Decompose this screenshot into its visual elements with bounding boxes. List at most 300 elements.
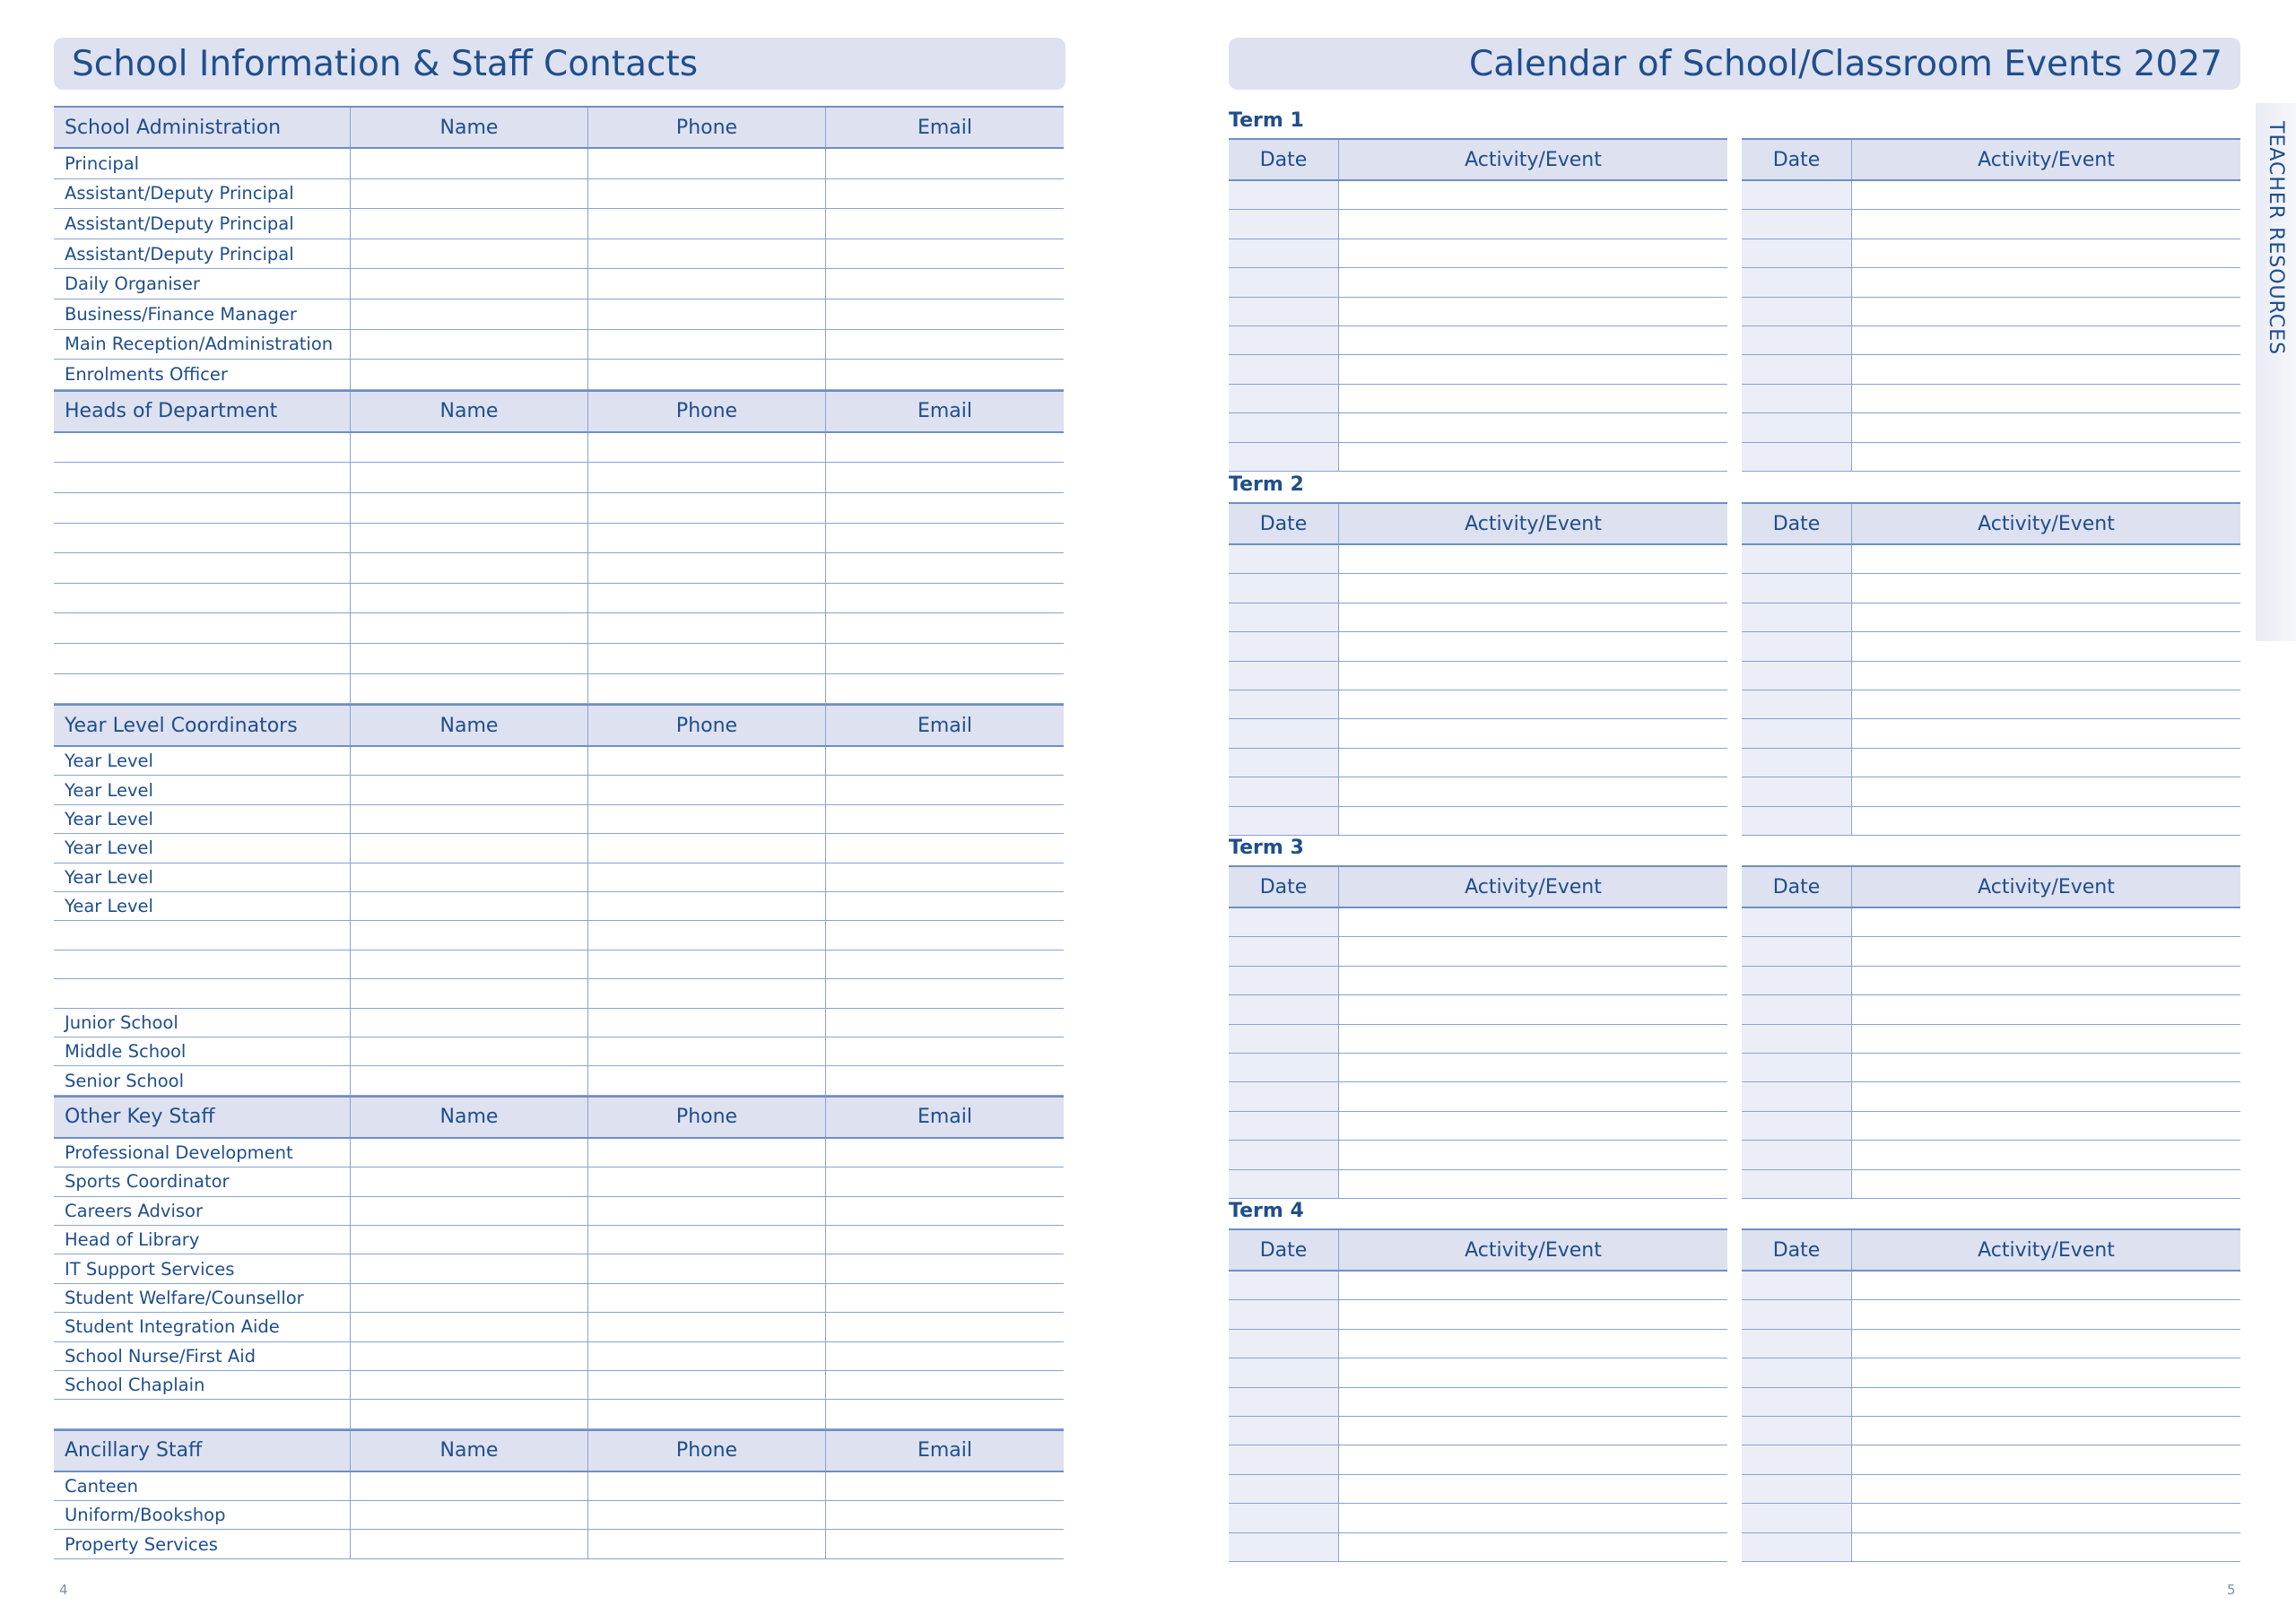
date-cell[interactable] bbox=[1742, 719, 1851, 747]
name-cell[interactable] bbox=[350, 1066, 587, 1094]
name-cell[interactable] bbox=[350, 360, 587, 389]
phone-cell[interactable] bbox=[587, 805, 825, 833]
date-cell[interactable] bbox=[1229, 662, 1338, 690]
activity-cell[interactable] bbox=[1851, 1533, 2240, 1561]
email-cell[interactable] bbox=[825, 1400, 1064, 1428]
date-cell[interactable] bbox=[1742, 1300, 1851, 1328]
phone-cell[interactable] bbox=[587, 1139, 825, 1167]
phone-cell[interactable] bbox=[587, 1400, 825, 1428]
date-cell[interactable] bbox=[1742, 385, 1851, 412]
email-cell[interactable] bbox=[825, 1226, 1064, 1254]
activity-cell[interactable] bbox=[1851, 355, 2240, 383]
date-cell[interactable] bbox=[1742, 967, 1851, 994]
activity-cell[interactable] bbox=[1338, 967, 1727, 994]
email-cell[interactable] bbox=[825, 864, 1064, 891]
activity-cell[interactable] bbox=[1338, 1112, 1727, 1140]
date-cell[interactable] bbox=[1742, 326, 1851, 354]
activity-cell[interactable] bbox=[1851, 662, 2240, 690]
name-cell[interactable] bbox=[350, 1284, 587, 1312]
name-cell[interactable] bbox=[350, 747, 587, 775]
name-cell[interactable] bbox=[350, 239, 587, 269]
phone-cell[interactable] bbox=[587, 1066, 825, 1094]
activity-cell[interactable] bbox=[1338, 908, 1727, 936]
date-cell[interactable] bbox=[1229, 298, 1338, 325]
date-cell[interactable] bbox=[1742, 1533, 1851, 1561]
name-cell[interactable] bbox=[350, 269, 587, 299]
date-cell[interactable] bbox=[1742, 298, 1851, 325]
activity-cell[interactable] bbox=[1851, 1475, 2240, 1503]
activity-cell[interactable] bbox=[1338, 690, 1727, 718]
phone-cell[interactable] bbox=[587, 209, 825, 239]
activity-cell[interactable] bbox=[1338, 1358, 1727, 1386]
name-cell[interactable] bbox=[350, 1226, 587, 1254]
email-cell[interactable] bbox=[825, 524, 1064, 553]
table-row bbox=[54, 149, 1064, 179]
date-cell[interactable] bbox=[1742, 937, 1851, 965]
date-cell[interactable] bbox=[1742, 210, 1851, 238]
phone-cell[interactable] bbox=[587, 299, 825, 329]
date-cell[interactable] bbox=[1742, 662, 1851, 690]
side-tab[interactable] bbox=[2256, 103, 2296, 641]
name-cell[interactable] bbox=[350, 463, 587, 492]
date-cell[interactable] bbox=[1742, 690, 1851, 718]
date-cell[interactable] bbox=[1742, 1358, 1851, 1386]
email-cell[interactable] bbox=[825, 1530, 1064, 1558]
date-cell[interactable] bbox=[1229, 1533, 1338, 1561]
phone-cell[interactable] bbox=[587, 330, 825, 360]
date-cell[interactable] bbox=[1742, 995, 1851, 1023]
date-cell[interactable] bbox=[1229, 1504, 1338, 1532]
email-cell[interactable] bbox=[825, 1254, 1064, 1282]
activity-column-header: Activity/Event bbox=[1338, 504, 1727, 543]
date-cell[interactable] bbox=[1229, 1141, 1338, 1168]
name-cell[interactable] bbox=[350, 1313, 587, 1341]
activity-cell[interactable] bbox=[1851, 908, 2240, 936]
name-cell[interactable] bbox=[350, 1009, 587, 1037]
email-cell[interactable] bbox=[825, 1167, 1064, 1195]
name-cell[interactable] bbox=[350, 433, 587, 463]
activity-cell[interactable] bbox=[1851, 690, 2240, 718]
activity-cell[interactable] bbox=[1338, 210, 1727, 238]
email-cell[interactable] bbox=[825, 1313, 1064, 1341]
date-cell[interactable] bbox=[1229, 749, 1338, 777]
table-row bbox=[54, 239, 1064, 270]
email-cell[interactable] bbox=[825, 493, 1064, 523]
date-cell[interactable] bbox=[1229, 967, 1338, 994]
phone-cell[interactable] bbox=[587, 674, 825, 704]
date-cell[interactable] bbox=[1229, 326, 1338, 354]
name-cell[interactable] bbox=[350, 979, 587, 1007]
date-cell[interactable] bbox=[1229, 545, 1338, 573]
activity-cell[interactable] bbox=[1851, 1054, 2240, 1081]
name-cell[interactable] bbox=[350, 1371, 587, 1399]
date-cell[interactable] bbox=[1229, 181, 1338, 209]
activity-cell[interactable] bbox=[1851, 385, 2240, 412]
phone-cell[interactable] bbox=[587, 584, 825, 613]
activity-cell[interactable] bbox=[1338, 719, 1727, 747]
activity-cell[interactable] bbox=[1851, 1504, 2240, 1532]
name-cell[interactable] bbox=[350, 584, 587, 613]
date-cell[interactable] bbox=[1742, 632, 1851, 660]
phone-cell[interactable] bbox=[587, 1313, 825, 1341]
date-cell[interactable] bbox=[1742, 1025, 1851, 1053]
activity-cell[interactable] bbox=[1851, 995, 2240, 1023]
date-cell[interactable] bbox=[1229, 1358, 1338, 1386]
phone-cell[interactable] bbox=[587, 1197, 825, 1225]
name-cell[interactable] bbox=[350, 1167, 587, 1195]
email-cell[interactable] bbox=[825, 1009, 1064, 1037]
activity-cell[interactable] bbox=[1338, 239, 1727, 267]
activity-cell[interactable] bbox=[1338, 662, 1727, 690]
name-cell[interactable] bbox=[350, 1254, 587, 1282]
activity-cell[interactable] bbox=[1851, 749, 2240, 777]
activity-cell[interactable] bbox=[1338, 385, 1727, 412]
phone-cell[interactable] bbox=[587, 1226, 825, 1254]
activity-cell[interactable] bbox=[1338, 298, 1727, 325]
activity-cell[interactable] bbox=[1338, 355, 1727, 383]
date-cell[interactable] bbox=[1229, 1388, 1338, 1416]
date-cell[interactable] bbox=[1229, 1054, 1338, 1081]
name-cell[interactable] bbox=[350, 613, 587, 643]
email-cell[interactable] bbox=[825, 584, 1064, 613]
phone-cell[interactable] bbox=[587, 269, 825, 299]
email-cell[interactable] bbox=[825, 921, 1064, 949]
email-cell[interactable] bbox=[825, 463, 1064, 492]
activity-cell[interactable] bbox=[1338, 777, 1727, 805]
name-cell[interactable] bbox=[350, 1472, 587, 1500]
activity-cell[interactable] bbox=[1338, 603, 1727, 631]
date-cell[interactable] bbox=[1742, 355, 1851, 383]
date-cell[interactable] bbox=[1742, 1388, 1851, 1416]
date-cell[interactable] bbox=[1742, 603, 1851, 631]
activity-cell[interactable] bbox=[1338, 632, 1727, 660]
date-cell[interactable] bbox=[1229, 239, 1338, 267]
phone-cell[interactable] bbox=[587, 1371, 825, 1399]
activity-cell[interactable] bbox=[1851, 777, 2240, 805]
email-cell[interactable] bbox=[825, 979, 1064, 1007]
calendar-table-left bbox=[1229, 502, 1727, 836]
activity-cell[interactable] bbox=[1338, 1271, 1727, 1299]
name-cell[interactable] bbox=[350, 834, 587, 862]
date-cell[interactable] bbox=[1229, 1475, 1338, 1503]
phone-cell[interactable] bbox=[587, 1009, 825, 1037]
phone-cell[interactable] bbox=[587, 1472, 825, 1500]
date-cell[interactable] bbox=[1742, 777, 1851, 805]
activity-cell[interactable] bbox=[1338, 1141, 1727, 1168]
name-cell[interactable] bbox=[350, 805, 587, 833]
name-cell[interactable] bbox=[350, 1197, 587, 1225]
date-cell[interactable] bbox=[1742, 1141, 1851, 1168]
date-cell[interactable] bbox=[1742, 1112, 1851, 1140]
email-cell[interactable] bbox=[825, 239, 1064, 269]
email-cell[interactable] bbox=[825, 613, 1064, 643]
date-cell[interactable] bbox=[1742, 443, 1851, 471]
date-cell[interactable] bbox=[1742, 574, 1851, 602]
phone-cell[interactable] bbox=[587, 776, 825, 803]
activity-cell[interactable] bbox=[1851, 210, 2240, 238]
activity-cell[interactable] bbox=[1338, 1388, 1727, 1416]
row-label: Business/Finance Manager bbox=[65, 303, 297, 325]
email-cell[interactable] bbox=[825, 674, 1064, 704]
date-cell[interactable] bbox=[1229, 908, 1338, 936]
date-cell[interactable] bbox=[1229, 632, 1338, 660]
activity-cell[interactable] bbox=[1338, 807, 1727, 835]
activity-cell[interactable] bbox=[1851, 603, 2240, 631]
date-cell[interactable] bbox=[1229, 777, 1338, 805]
term-label: Term 2 bbox=[1229, 473, 1304, 496]
email-cell[interactable] bbox=[825, 776, 1064, 803]
activity-cell[interactable] bbox=[1338, 1533, 1727, 1561]
date-cell[interactable] bbox=[1742, 749, 1851, 777]
email-cell[interactable] bbox=[825, 1284, 1064, 1312]
activity-cell[interactable] bbox=[1338, 1170, 1727, 1198]
phone-cell[interactable] bbox=[587, 239, 825, 269]
name-cell[interactable] bbox=[350, 864, 587, 891]
email-cell[interactable] bbox=[825, 1472, 1064, 1500]
date-cell[interactable] bbox=[1229, 1417, 1338, 1445]
calendar-row bbox=[1229, 1141, 1727, 1169]
date-cell[interactable] bbox=[1229, 937, 1338, 965]
email-cell[interactable] bbox=[825, 1037, 1064, 1065]
activity-cell[interactable] bbox=[1851, 719, 2240, 747]
email-cell[interactable] bbox=[825, 209, 1064, 239]
activity-cell[interactable] bbox=[1338, 181, 1727, 209]
table-row bbox=[54, 330, 1064, 360]
date-cell[interactable] bbox=[1229, 1170, 1338, 1198]
date-cell[interactable] bbox=[1742, 1082, 1851, 1110]
date-cell[interactable] bbox=[1229, 1112, 1338, 1140]
activity-cell[interactable] bbox=[1851, 268, 2240, 296]
activity-cell[interactable] bbox=[1338, 995, 1727, 1023]
date-cell[interactable] bbox=[1742, 239, 1851, 267]
activity-cell[interactable] bbox=[1851, 937, 2240, 965]
activity-cell[interactable] bbox=[1851, 967, 2240, 994]
phone-cell[interactable] bbox=[587, 1284, 825, 1312]
date-cell[interactable] bbox=[1229, 268, 1338, 296]
email-cell[interactable] bbox=[825, 892, 1064, 920]
name-cell[interactable] bbox=[350, 776, 587, 803]
date-cell[interactable] bbox=[1229, 603, 1338, 631]
date-cell[interactable] bbox=[1742, 413, 1851, 441]
activity-cell[interactable] bbox=[1851, 413, 2240, 441]
date-cell[interactable] bbox=[1229, 413, 1338, 441]
name-cell[interactable] bbox=[350, 674, 587, 704]
phone-cell[interactable] bbox=[587, 921, 825, 949]
email-cell[interactable] bbox=[825, 805, 1064, 833]
activity-cell[interactable] bbox=[1851, 1025, 2240, 1053]
phone-cell[interactable] bbox=[587, 493, 825, 523]
date-cell[interactable] bbox=[1742, 1417, 1851, 1445]
email-cell[interactable] bbox=[825, 1501, 1064, 1529]
activity-cell[interactable] bbox=[1338, 1025, 1727, 1053]
phone-cell[interactable] bbox=[587, 892, 825, 920]
name-cell[interactable] bbox=[350, 209, 587, 239]
name-cell[interactable] bbox=[350, 299, 587, 329]
date-cell[interactable] bbox=[1229, 355, 1338, 383]
activity-cell[interactable] bbox=[1851, 1300, 2240, 1328]
email-cell[interactable] bbox=[825, 1139, 1064, 1167]
phone-cell[interactable] bbox=[587, 644, 825, 673]
date-cell[interactable] bbox=[1229, 690, 1338, 718]
activity-cell[interactable] bbox=[1338, 1475, 1727, 1503]
activity-cell[interactable] bbox=[1338, 937, 1727, 965]
activity-cell[interactable] bbox=[1338, 749, 1727, 777]
activity-cell[interactable] bbox=[1851, 298, 2240, 325]
name-cell[interactable] bbox=[350, 644, 587, 673]
date-cell[interactable] bbox=[1229, 719, 1338, 747]
date-cell[interactable] bbox=[1742, 268, 1851, 296]
date-cell[interactable] bbox=[1742, 1271, 1851, 1299]
date-cell[interactable] bbox=[1229, 1025, 1338, 1053]
email-cell[interactable] bbox=[825, 1066, 1064, 1094]
activity-cell[interactable] bbox=[1851, 1141, 2240, 1168]
activity-cell[interactable] bbox=[1851, 443, 2240, 471]
date-cell[interactable] bbox=[1742, 1475, 1851, 1503]
phone-cell[interactable] bbox=[587, 553, 825, 583]
date-cell[interactable] bbox=[1229, 443, 1338, 471]
name-cell[interactable] bbox=[350, 179, 587, 209]
email-cell[interactable] bbox=[825, 179, 1064, 209]
name-cell[interactable] bbox=[350, 1400, 587, 1428]
phone-cell[interactable] bbox=[587, 864, 825, 891]
date-cell[interactable] bbox=[1742, 807, 1851, 835]
email-cell[interactable] bbox=[825, 834, 1064, 862]
activity-cell[interactable] bbox=[1851, 632, 2240, 660]
activity-cell[interactable] bbox=[1338, 1054, 1727, 1081]
name-cell[interactable] bbox=[350, 553, 587, 583]
phone-cell[interactable] bbox=[587, 179, 825, 209]
phone-cell[interactable] bbox=[587, 524, 825, 553]
name-cell[interactable] bbox=[350, 330, 587, 360]
phone-cell[interactable] bbox=[587, 1167, 825, 1195]
activity-cell[interactable] bbox=[1338, 545, 1727, 573]
phone-cell[interactable] bbox=[587, 979, 825, 1007]
email-cell[interactable] bbox=[825, 1371, 1064, 1399]
activity-cell[interactable] bbox=[1338, 443, 1727, 471]
date-cell[interactable] bbox=[1742, 1054, 1851, 1081]
email-cell[interactable] bbox=[825, 950, 1064, 978]
email-cell[interactable] bbox=[825, 330, 1064, 360]
activity-cell[interactable] bbox=[1851, 1445, 2240, 1473]
date-cell[interactable] bbox=[1229, 1300, 1338, 1328]
name-cell[interactable] bbox=[350, 1139, 587, 1167]
activity-cell[interactable] bbox=[1851, 807, 2240, 835]
name-cell[interactable] bbox=[350, 921, 587, 949]
phone-cell[interactable] bbox=[587, 1501, 825, 1529]
activity-cell[interactable] bbox=[1851, 1170, 2240, 1198]
activity-cell[interactable] bbox=[1338, 413, 1727, 441]
date-cell[interactable] bbox=[1742, 1445, 1851, 1473]
activity-cell[interactable] bbox=[1851, 1082, 2240, 1110]
email-cell[interactable] bbox=[825, 747, 1064, 775]
date-cell[interactable] bbox=[1229, 1271, 1338, 1299]
phone-cell[interactable] bbox=[587, 463, 825, 492]
email-cell[interactable] bbox=[825, 553, 1064, 583]
name-cell[interactable] bbox=[350, 1501, 587, 1529]
phone-cell[interactable] bbox=[587, 360, 825, 389]
phone-cell[interactable] bbox=[587, 613, 825, 643]
activity-cell[interactable] bbox=[1338, 1330, 1727, 1358]
email-cell[interactable] bbox=[825, 1342, 1064, 1370]
activity-cell[interactable] bbox=[1851, 1112, 2240, 1140]
activity-cell[interactable] bbox=[1338, 1417, 1727, 1445]
name-cell[interactable] bbox=[350, 493, 587, 523]
email-cell[interactable] bbox=[825, 360, 1064, 389]
name-cell[interactable] bbox=[350, 524, 587, 553]
phone-cell[interactable] bbox=[587, 149, 825, 178]
section-header bbox=[54, 390, 1064, 433]
date-cell[interactable] bbox=[1742, 1504, 1851, 1532]
activity-cell[interactable] bbox=[1338, 326, 1727, 354]
date-cell[interactable] bbox=[1229, 807, 1338, 835]
phone-cell[interactable] bbox=[587, 1342, 825, 1370]
date-cell[interactable] bbox=[1742, 181, 1851, 209]
date-cell[interactable] bbox=[1229, 210, 1338, 238]
phone-cell[interactable] bbox=[587, 1037, 825, 1065]
activity-cell[interactable] bbox=[1338, 1445, 1727, 1473]
activity-cell[interactable] bbox=[1851, 1330, 2240, 1358]
email-cell[interactable] bbox=[825, 149, 1064, 178]
email-cell[interactable] bbox=[825, 433, 1064, 463]
email-cell[interactable] bbox=[825, 299, 1064, 329]
email-cell[interactable] bbox=[825, 269, 1064, 299]
name-cell[interactable] bbox=[350, 1342, 587, 1370]
phone-cell[interactable] bbox=[587, 950, 825, 978]
email-cell[interactable] bbox=[825, 1197, 1064, 1225]
email-cell[interactable] bbox=[825, 644, 1064, 673]
activity-cell[interactable] bbox=[1851, 181, 2240, 209]
name-cell[interactable] bbox=[350, 1037, 587, 1065]
activity-cell[interactable] bbox=[1851, 1358, 2240, 1386]
phone-cell[interactable] bbox=[587, 834, 825, 862]
activity-cell[interactable] bbox=[1851, 1388, 2240, 1416]
phone-cell[interactable] bbox=[587, 1254, 825, 1282]
date-cell[interactable] bbox=[1229, 574, 1338, 602]
activity-cell[interactable] bbox=[1851, 1417, 2240, 1445]
calendar-row bbox=[1742, 574, 2240, 603]
date-cell[interactable] bbox=[1229, 385, 1338, 412]
date-cell[interactable] bbox=[1742, 1170, 1851, 1198]
activity-cell[interactable] bbox=[1851, 1271, 2240, 1299]
activity-cell[interactable] bbox=[1338, 1504, 1727, 1532]
activity-cell[interactable] bbox=[1851, 545, 2240, 573]
date-cell[interactable] bbox=[1229, 1330, 1338, 1358]
activity-cell[interactable] bbox=[1851, 239, 2240, 267]
activity-cell[interactable] bbox=[1338, 574, 1727, 602]
name-cell[interactable] bbox=[350, 149, 587, 178]
phone-cell[interactable] bbox=[587, 433, 825, 463]
date-cell[interactable] bbox=[1229, 995, 1338, 1023]
activity-cell[interactable] bbox=[1851, 574, 2240, 602]
date-cell[interactable] bbox=[1742, 908, 1851, 936]
activity-cell[interactable] bbox=[1338, 1082, 1727, 1110]
activity-cell[interactable] bbox=[1851, 326, 2240, 354]
date-cell[interactable] bbox=[1742, 545, 1851, 573]
calendar-row bbox=[1229, 1112, 1727, 1141]
date-cell[interactable] bbox=[1229, 1082, 1338, 1110]
activity-cell[interactable] bbox=[1338, 1300, 1727, 1328]
name-cell[interactable] bbox=[350, 950, 587, 978]
phone-cell[interactable] bbox=[587, 747, 825, 775]
phone-cell[interactable] bbox=[587, 1530, 825, 1558]
activity-cell[interactable] bbox=[1338, 268, 1727, 296]
date-cell[interactable] bbox=[1742, 1330, 1851, 1358]
column-header: Email bbox=[825, 108, 1064, 147]
name-cell[interactable] bbox=[350, 892, 587, 920]
name-cell[interactable] bbox=[350, 1530, 587, 1558]
table-row bbox=[54, 979, 1064, 1008]
date-cell[interactable] bbox=[1229, 1445, 1338, 1473]
